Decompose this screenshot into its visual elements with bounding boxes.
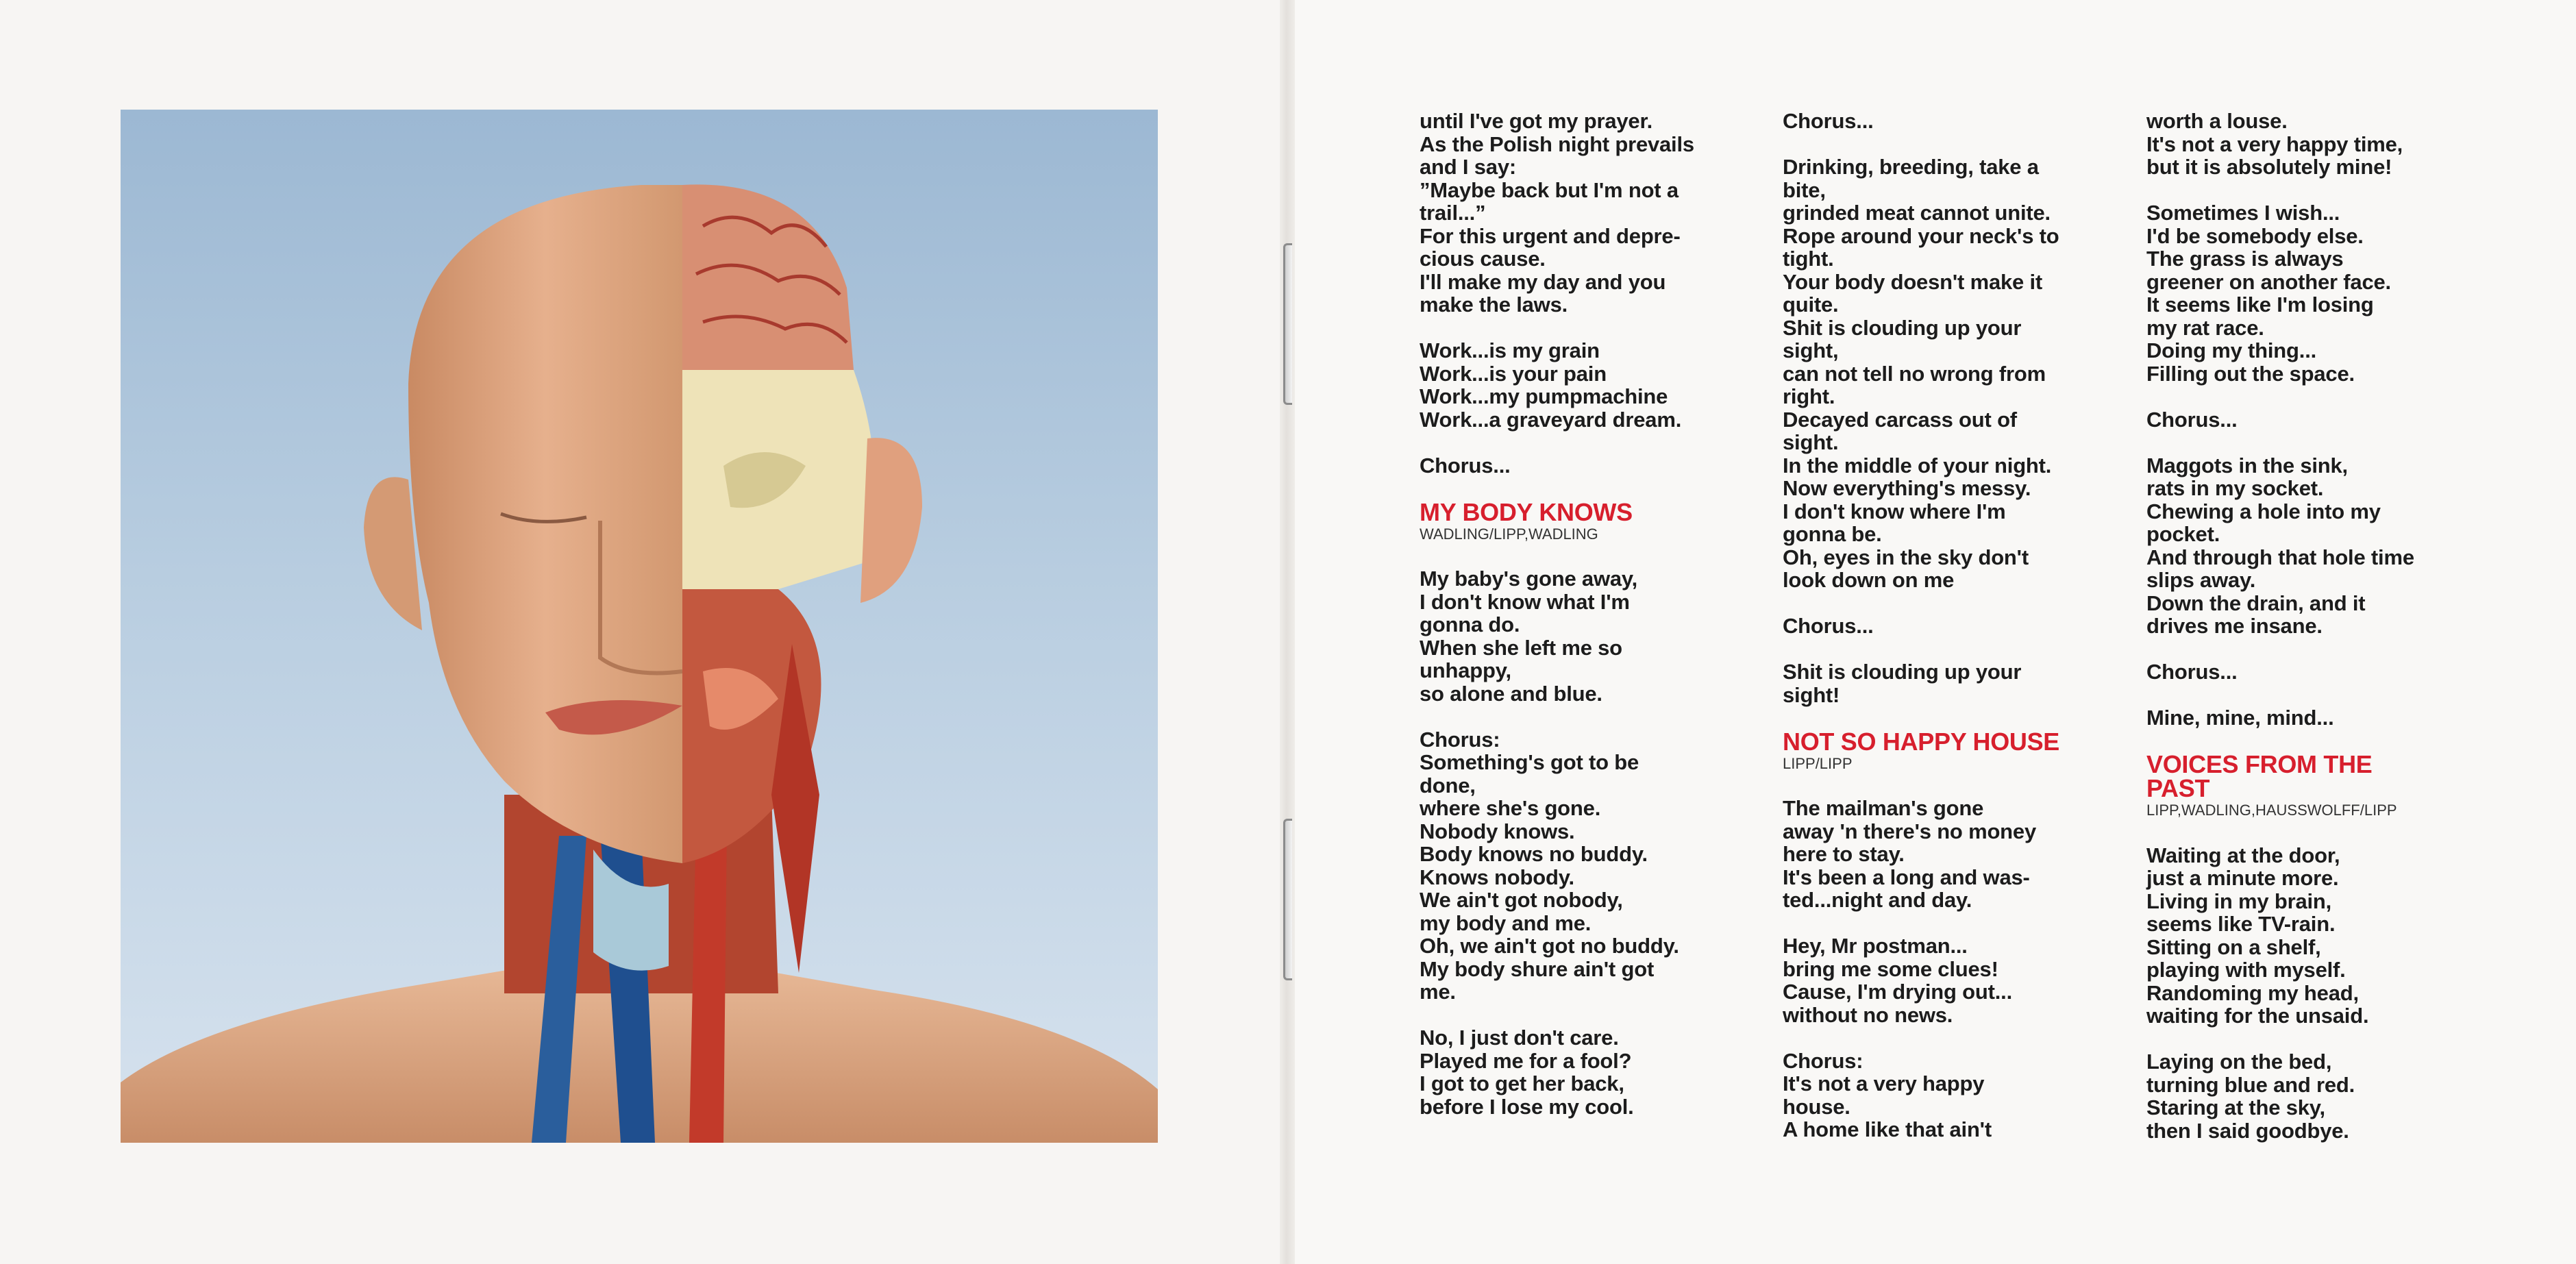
lyric-line: Randoming my head,: [2146, 980, 2359, 1005]
lyric-line: Staring at the sky,: [2146, 1095, 2325, 1119]
lyric-line: Shit is clouding up your: [1783, 315, 2022, 340]
lyric-line: Decayed carcass out of: [1783, 407, 2017, 432]
lyric-line: so alone and blue.: [1420, 681, 1602, 706]
lyric-line: Work...a graveyard dream.: [1420, 407, 1682, 432]
lyric-line: [1783, 592, 2139, 615]
lyric-line: Knows nobody.: [1420, 865, 1574, 889]
lyric-line: but it is absolutely mine!: [2146, 155, 2392, 179]
lyric-line: Body knows no buddy.: [1420, 842, 1648, 866]
lyric-line: gonna do.: [1420, 612, 1520, 636]
lyric-line: Work...my pumpmachine: [1420, 384, 1668, 408]
lyric-line: Oh, eyes in the sky don't: [1783, 545, 2029, 569]
lyric-line: Doing my thing...: [2146, 338, 2317, 362]
lyric-line: bring me some clues!: [1783, 956, 1998, 981]
lyric-line: before I lose my cool.: [1420, 1094, 1634, 1119]
lyric-line: For this urgent and depre-: [1420, 223, 1681, 248]
lyric-line: Hey, Mr postman...: [1783, 934, 1968, 958]
lyric-line: ted...night and day.: [1783, 888, 1972, 912]
lyric-line: I'll make my day and you: [1420, 269, 1666, 294]
lyric-line: A home like that ain't: [1783, 1117, 1992, 1141]
lyric-line: Drinking, breeding, take a: [1783, 155, 2039, 179]
lyric-line: Oh, we ain't got no buddy.: [1420, 934, 1679, 958]
song-title: MY BODY KNOWS: [1420, 497, 1633, 526]
lyric-line: It's been a long and was-: [1783, 865, 2030, 889]
lyric-line: When she left me so: [1420, 635, 1622, 660]
lyric-line: The mailman's gone: [1783, 796, 1984, 820]
lyric-line: just a minute more.: [2146, 866, 2339, 890]
lyric-line: make the laws.: [1420, 293, 1568, 317]
booklet-gutter: [1280, 0, 1295, 1264]
lyric-line: Maggots in the sink,: [2146, 453, 2348, 478]
lyric-line: quite.: [1783, 293, 1839, 317]
lyric-line: [1420, 317, 1776, 340]
lyrics-column-1: [1420, 110, 1776, 1118]
lyric-line: [1420, 431, 1776, 454]
lyric-line: And through that hole time: [2146, 545, 2414, 569]
lyric-line: sight,: [1783, 338, 1839, 362]
song-credit: LIPP/LIPP: [1783, 754, 1853, 772]
lyric-line: without no news.: [1783, 1002, 1953, 1027]
lyric-line: until I've got my prayer.: [1420, 109, 1653, 133]
lyric-line: Shit is clouding up your: [1783, 660, 2022, 684]
lyric-line: [2146, 638, 2503, 661]
lyric-line: cious cause.: [1420, 247, 1546, 271]
lyric-line: house.: [1783, 1094, 1850, 1119]
lyric-line: here to stay.: [1783, 842, 1905, 866]
lyric-line: Your body doesn't make it: [1783, 269, 2043, 294]
lyric-line: ”Maybe back but I'm not a: [1420, 177, 1679, 202]
lyric-line: Mine, mine, mind...: [2146, 706, 2334, 730]
lyric-line: look down on me: [1783, 568, 1955, 592]
staple-top: [1283, 243, 1292, 405]
song-title: VOICES FROM THE PAST: [2146, 750, 2373, 802]
lyric-line: and I say:: [1420, 155, 1516, 179]
lyric-line: trail...”: [1420, 201, 1486, 225]
lyric-line: gonna be.: [1783, 522, 1882, 546]
song-credit: LIPP,WADLING,HAUSSWOLFF/LIPP: [2146, 802, 2397, 819]
lyric-line: grinded meat cannot unite.: [1783, 201, 2051, 225]
lyric-line: My body shure ain't got: [1420, 956, 1655, 981]
lyric-line: Waiting at the door,: [2146, 843, 2340, 867]
cover-photo: [121, 110, 1158, 1143]
lyric-line: My baby's gone away,: [1420, 567, 1638, 591]
lyric-line: [1420, 705, 1776, 728]
lyric-line: The grass is always: [2146, 247, 2344, 271]
lyric-line: It's not a very happy time,: [2146, 132, 2403, 156]
lyrics-column-2: [1783, 110, 2139, 1141]
lyric-line: I'd be somebody else.: [2146, 223, 2364, 248]
lyric-line: where she's gone.: [1420, 796, 1601, 820]
lyric-line: [2146, 179, 2503, 202]
lyric-line: [1420, 1004, 1776, 1027]
lyric-line: slips away.: [2146, 568, 2256, 592]
lyric-line: Rope around your neck's to: [1783, 223, 2059, 248]
lyric-line: It seems like I'm losing: [2146, 293, 2374, 317]
lyric-line: [1783, 1026, 2139, 1050]
lyric-line: Chewing a hole into my: [2146, 499, 2381, 523]
lyric-line: then I said goodbye.: [2146, 1118, 2349, 1143]
lyric-line: We ain't got nobody,: [1420, 888, 1623, 912]
lyric-line: Filling out the space.: [2146, 361, 2355, 386]
lyric-line: Work...is your pain: [1420, 361, 1607, 386]
lyric-line: Played me for a fool?: [1420, 1048, 1632, 1073]
lyric-line: [1783, 912, 2139, 935]
lyric-line: Sitting on a shelf,: [2146, 934, 2321, 959]
lyric-line: [1783, 133, 2139, 156]
lyric-line: I don't know what I'm: [1420, 589, 1630, 614]
song-title: NOT SO HAPPY HOUSE: [1783, 727, 2060, 756]
lyric-line: unhappy,: [1420, 658, 1511, 682]
lyric-line: I don't know where I'm: [1783, 499, 2006, 523]
lyric-line: bite,: [1783, 177, 1826, 202]
lyric-line: [2146, 431, 2503, 454]
lyric-line: Laying on the bed,: [2146, 1050, 2332, 1074]
lyric-line: rats in my socket.: [2146, 476, 2324, 500]
lyric-line: [1783, 638, 2139, 661]
lyric-line: In the middle of your night.: [1783, 453, 2052, 478]
lyric-line: my body and me.: [1420, 910, 1592, 935]
left-page: [0, 0, 1287, 1264]
lyric-line: waiting for the unsaid.: [2146, 1004, 2369, 1028]
lyric-line: worth a louse.: [2146, 109, 2288, 133]
lyric-line: It's not a very happy: [1783, 1071, 1985, 1095]
lyric-line: Down the drain, and it: [2146, 591, 2366, 615]
lyric-line: [1783, 706, 2139, 730]
lyric-line: As the Polish night prevails: [1420, 132, 1694, 156]
lyric-line: Chorus...: [1783, 614, 1874, 638]
lyric-line: Sometimes I wish...: [2146, 201, 2340, 225]
lyric-line: Chorus...: [2146, 660, 2238, 684]
lyric-line: Nobody knows.: [1420, 819, 1575, 843]
lyric-line: can not tell no wrong from: [1783, 361, 2046, 386]
lyric-line: Something's got to be: [1420, 750, 1639, 774]
lyric-line: [2146, 1028, 2503, 1051]
lyric-line: Living in my brain,: [2146, 889, 2332, 913]
lyrics-column-3: [2146, 110, 2503, 1142]
lyric-line: Cause, I'm drying out...: [1783, 980, 2013, 1004]
lyric-line: playing with myself.: [2146, 958, 2346, 982]
lyric-line: pocket.: [2146, 522, 2220, 546]
lyric-line: I got to get her back,: [1420, 1071, 1624, 1095]
lyric-line: [1420, 477, 1776, 500]
lyric-line: Now everything's messy.: [1783, 476, 2031, 500]
lyric-line: sight!: [1783, 682, 1840, 707]
lyric-line: [2146, 385, 2503, 408]
lyric-line: greener on another face.: [2146, 269, 2391, 294]
lyric-line: Chorus:: [1783, 1048, 1863, 1073]
lyric-line: turning blue and red.: [2146, 1072, 2355, 1097]
lyric-line: sight.: [1783, 430, 1839, 454]
anatomical-head-illustration: [121, 110, 1158, 1143]
lyric-line: No, I just don't care.: [1420, 1026, 1619, 1050]
lyric-line: me.: [1420, 980, 1456, 1004]
lyric-line: my rat race.: [2146, 315, 2264, 340]
lyric-line: tight.: [1783, 247, 1834, 271]
lyric-line: Chorus...: [1420, 453, 1511, 478]
lyric-line: away 'n there's no money: [1783, 819, 2037, 843]
lyric-line: [2146, 684, 2503, 707]
lyric-line: Chorus:: [1420, 727, 1500, 752]
lyric-line: done,: [1420, 773, 1476, 797]
lyric-line: Chorus...: [1783, 109, 1874, 133]
lyric-line: [2146, 730, 2503, 753]
staple-bottom: [1283, 819, 1292, 980]
lyric-line: right.: [1783, 384, 1835, 408]
lyric-line: Chorus...: [2146, 407, 2238, 432]
lyric-line: drives me insane.: [2146, 614, 2323, 638]
lyric-line: seems like TV-rain.: [2146, 912, 2336, 936]
lyric-line: Work...is my grain: [1420, 338, 1600, 362]
song-credit: WADLING/LIPP,WADLING: [1420, 525, 1598, 543]
